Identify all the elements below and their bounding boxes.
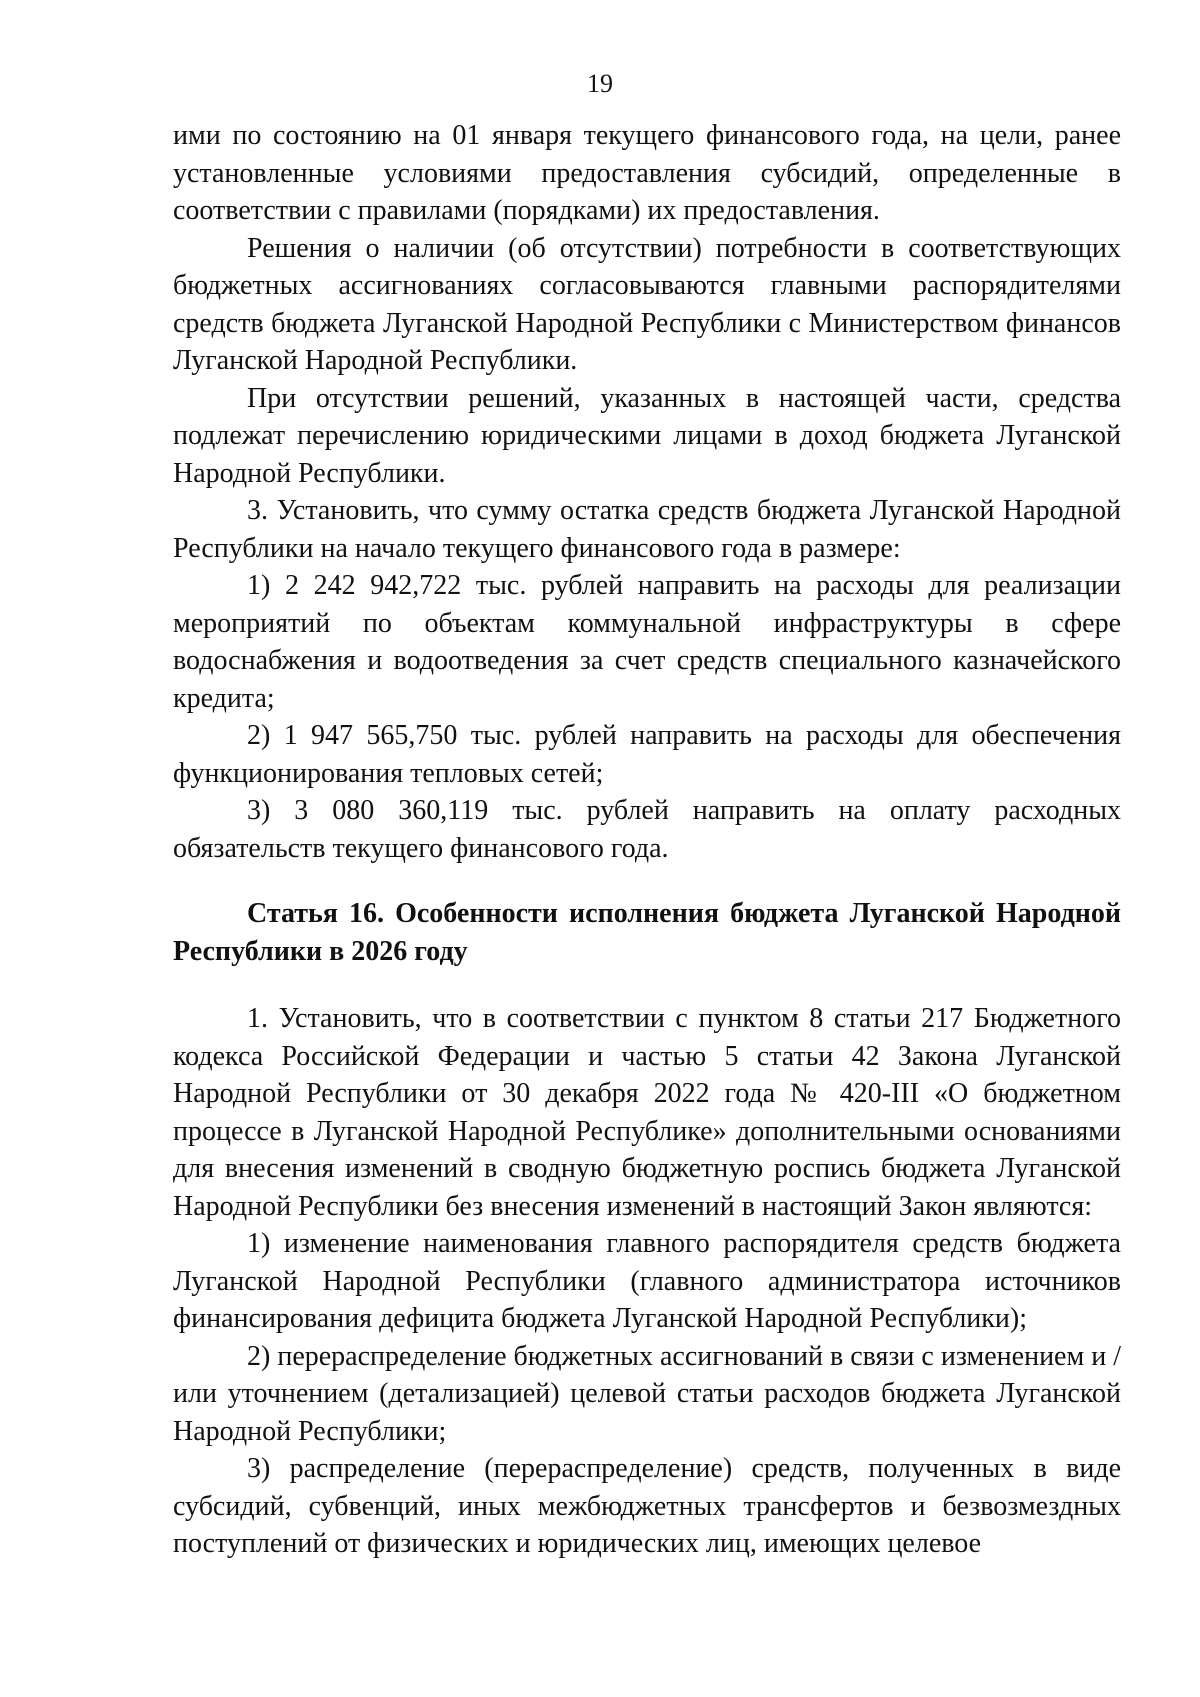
- paragraph: 3) 3 080 360,119 тыс. рублей направить на оплату расходных обязательств текущего финансового года.: [173, 795, 1121, 864]
- paragraph: 3) распределение (перераспределение) средств, полученных в виде субсидий, субвенций, иных межбюджетных трансфертов и безвозмездных поступлений от физических и юридических лиц, имеющих целевое: [173, 1453, 1121, 1559]
- paragraph: 1) изменение наименования главного распорядителя средств бюджета Луганской Народной Республики (главного администратора источников финансирования дефицита бюджета Луганской Народной Республики);: [173, 1228, 1121, 1334]
- paragraph: ими по состоянию на 01 января текущего финансового года, на цели, ранее установленные условиями предоставления субсидий, определенные в соответствии с правилами (порядками) их предоставления.: [173, 120, 1121, 226]
- paragraph: 3. Установить, что сумму остатка средств бюджета Луганской Народной Республики на начало текущего финансового года в размере:: [173, 495, 1121, 564]
- document-body: [173, 117, 1121, 1563]
- paragraphs-before-article: [173, 117, 1121, 867]
- paragraph: 1. Установить, что в соответствии с пунктом 8 статьи 217 Бюджетного кодекса Российской Федерации и частью 5 статьи 42 Закона Луганской Народной Республики от 30 декабря 2022 года № 420-III «О бюджетном процессе в Луганской Народной Республике» дополнительными основаниями для внесения изменений в сводную бюджетную роспись бюджета Луганской Народной Республики без внесения изменений в настоящий Закон являются:: [173, 1003, 1121, 1222]
- paragraph: При отсутствии решений, указанных в настоящей части, средства подлежат перечислению юридическими лицами в доход бюджета Луганской Народной Республики.: [173, 382, 1121, 489]
- paragraph: 2) перераспределение бюджетных ассигнований в связи с изменением и / или уточнением (детализацией) целевой статьи расходов бюджета Луганской Народной Республики;: [173, 1340, 1121, 1447]
- article-heading: Статья 16. Особенности исполнения бюджета Луганской Народной Республики в 2026 году: [173, 898, 1121, 967]
- paragraph: 2) 1 947 565,750 тыс. рублей направить на расходы для обеспечения функционирования тепловых сетей;: [173, 720, 1121, 789]
- page-number: 19: [587, 69, 613, 98]
- paragraph: Решения о наличии (об отсутствии) потребности в соответствующих бюджетных ассигнованиях согласовываются главными распорядителями средств бюджета Луганской Народной Республики с Министерством финансов Луганской Народной Республики.: [173, 232, 1121, 376]
- paragraph: 1) 2 242 942,722 тыс. рублей направить на расходы для реализации мероприятий по объектам коммунальной инфраструктуры в сфере водоснабжения и водоотведения за счет средств специального казначейского кредита;: [173, 570, 1121, 714]
- paragraphs-after-article: [173, 1000, 1121, 1563]
